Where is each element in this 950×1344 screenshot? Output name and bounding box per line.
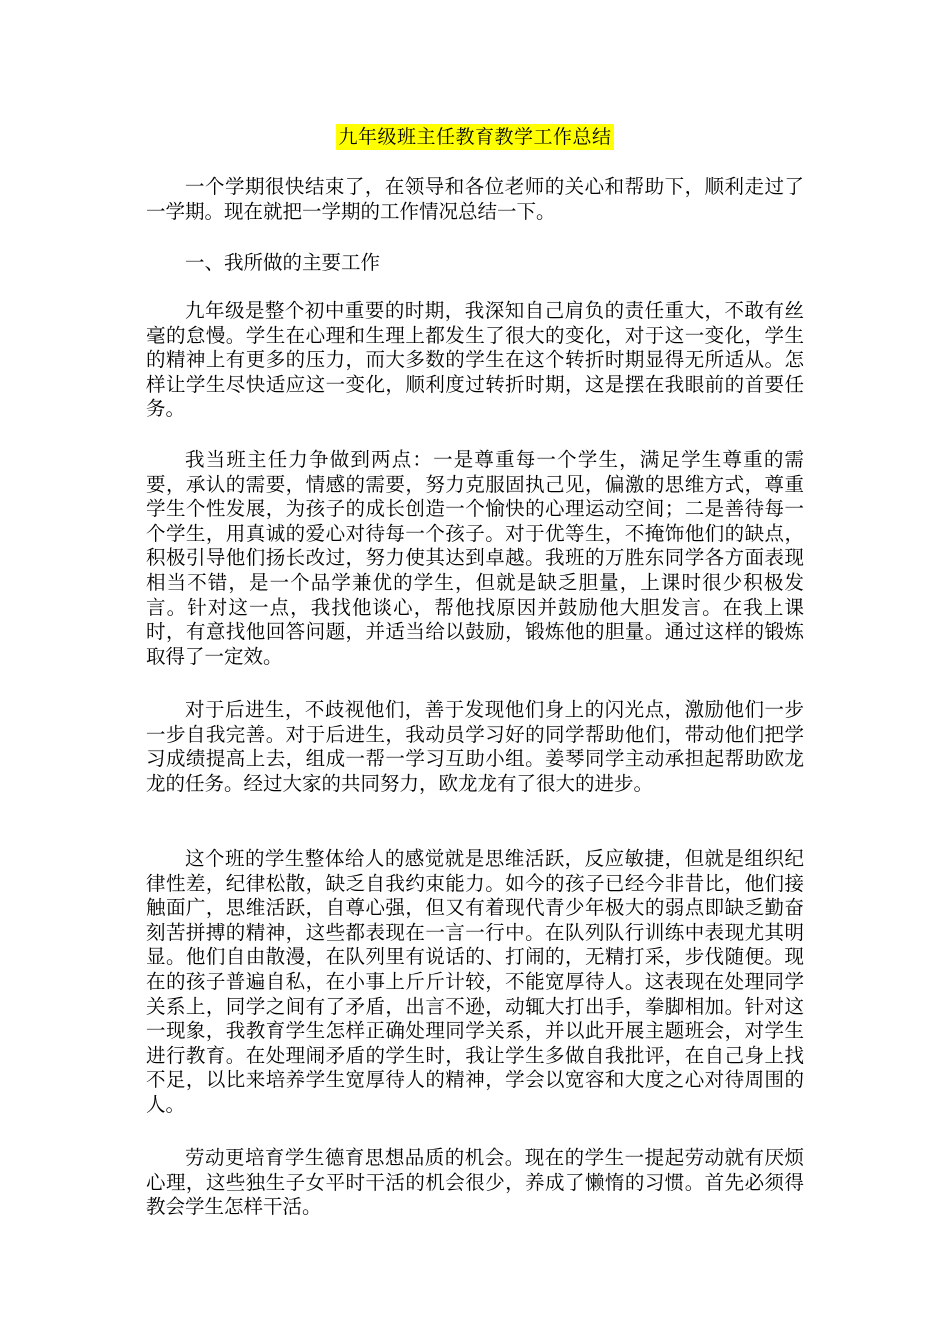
- title-row: [146, 124, 804, 150]
- paragraph-class-discipline: 这个班的学生整体给人的感觉就是思维活跃，反应敏捷，但就是组织纪律性差，纪律松散，缺乏自我约束能力。如今的孩子已经今非昔比，他们接触面广，思维活跃，自尊心强，但又有着现代青少年极大的弱点即缺乏勤奋刻苦拼搏的精神，这些都表现在一言一行中。在队列队行训练中表现尤其明显。他们自由散漫，在队列里有说话的、打闹的，无精打采，步伐随便。现在的孩子普遍自私，在小事上斤斤计较，不能宽厚待人。这表现在处理同学关系上，同学之间有了矛盾，出言不逊，动辄大打出手，拳脚相加。针对这一现象，我教育学生怎样正确处理同学关系，并以此开展主题班会，对学生进行教育。在处理闹矛盾的学生时，我让学生多做自我批评，在自己身上找不足，以比来培养学生宽厚待人的精神，学会以宽容和大度之心对待周围的人。: [146, 847, 804, 1116]
- section-heading-main-work: 一、我所做的主要工作: [185, 251, 381, 274]
- paragraph-underachievers: 对于后进生，不歧视他们，善于发现他们身上的闪光点，激励他们一步一步自我完善。对于后进生，我动员学习好的同学帮助他们，带动他们把学习成绩提高上去，组成一帮一学习互助小组。姜琴同学主动承担起帮助欧龙龙的任务。经过大家的共同努力，欧龙龙有了很大的进步。: [146, 698, 804, 795]
- paragraph-intro: 一个学期很快结束了，在领导和各位老师的关心和帮助下，顺利走过了一学期。现在就把一学期的工作情况总结一下。: [146, 175, 804, 223]
- paragraph-labor: 劳动更培育学生德育思想品质的机会。现在的学生一提起劳动就有厌烦心理，这些独生子女平时干活的机会很少，养成了懒惰的习惯。首先必须得教会学生怎样干活。: [146, 1146, 804, 1219]
- paragraph-grade-nine: 九年级是整个初中重要的时期，我深知自己肩负的责任重大，不敢有丝毫的怠慢。学生在心理和生理上都发生了很大的变化，对于这一变化，学生的精神上有更多的压力，而大多数的学生在这个转折时期显得无所适从。怎样让学生尽快适应这一变化，顺利度过转折时期，这是摆在我眼前的首要任务。: [146, 299, 804, 421]
- paragraph-two-points: 我当班主任力争做到两点：一是尊重每一个学生，满足学生尊重的需要，承认的需要，情感的需要，努力克服固执己见，偏激的思维方式，尊重学生个性发展，为孩子的成长创造一个愉快的心理运动空间；二是善待每一个学生，用真诚的爱心对待每一个孩子。对于优等生，不掩饰他们的缺点，积极引导他们扬长改过，努力使其达到卓越。我班的万胜东同学各方面表现相当不错，是一个品学兼优的学生，但就是缺乏胆量，上课时很少积极发言。针对这一点，我找他谈心，帮他找原因并鼓励他大胆发言。在我上课时，有意找他回答问题，并适当给以鼓励，锻炼他的胆量。通过这样的锻炼取得了一定效。: [146, 448, 804, 668]
- document-title: 九年级班主任教育教学工作总结: [338, 126, 612, 148]
